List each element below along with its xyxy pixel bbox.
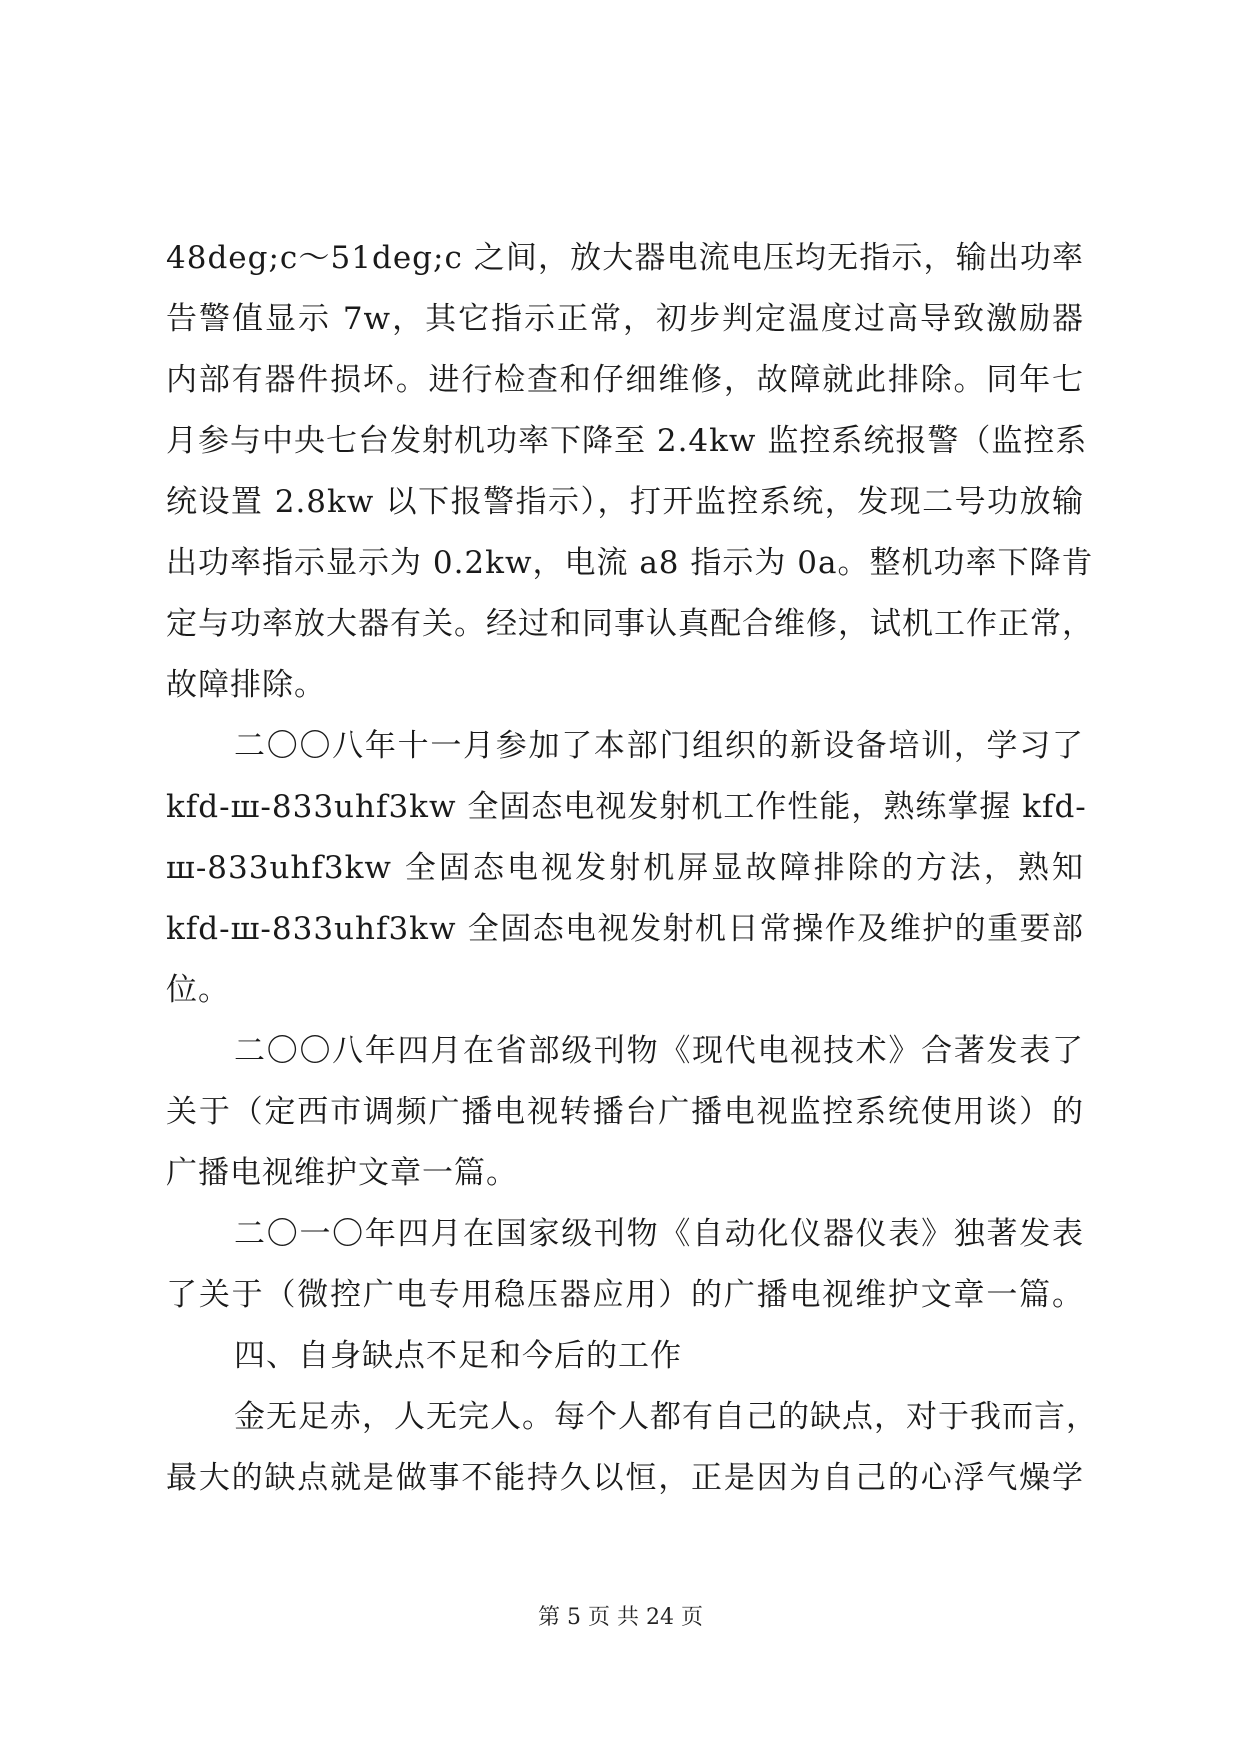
document-body — [166, 228, 1098, 1509]
text-line: 月参与中央七台发射机功率下降至 2.4kw 监控系统报警（监控系 — [166, 423, 1088, 459]
text-line: 二〇〇八年四月在省部级刊物《现代电视技术》合著发表了 — [234, 1033, 1084, 1069]
text-line: 统设置 2.8kw 以下报警指示），打开监控系统，发现二号功放输 — [166, 484, 1084, 520]
text-line: 了关于（微控广电专用稳压器应用）的广播电视维护文章一篇。 — [166, 1277, 1084, 1313]
text-line: 出功率指示显示为 0.2kw，电流 a8 指示为 0a。整机功率下降肯 — [166, 545, 1094, 581]
text-line: 故障排除。 — [166, 667, 326, 703]
text-line: 关于（定西市调频广播电视转播台广播电视监控系统使用谈）的 — [166, 1094, 1084, 1130]
text-line: 金无足赤，人无完人。每个人都有自己的缺点，对于我而言， — [234, 1399, 1098, 1435]
text-line: ш-833uhf3kw 全固态电视发射机屏显故障排除的方法，熟知 — [166, 850, 1084, 886]
text-line: kfd-ш-833uhf3kw 全固态电视发射机工作性能，熟练掌握 kfd- — [166, 789, 1087, 825]
text-line: kfd-ш-833uhf3kw 全固态电视发射机日常操作及维护的重要部 — [166, 911, 1084, 947]
text-line: 定与功率放大器有关。经过和同事认真配合维修，试机工作正常， — [166, 606, 1094, 642]
text-line: 最大的缺点就是做事不能持久以恒，正是因为自己的心浮气燥学 — [166, 1460, 1084, 1496]
text-line: 二〇一〇年四月在国家级刊物《自动化仪器仪表》独著发表 — [234, 1216, 1084, 1252]
text-line: 位。 — [166, 972, 230, 1008]
text-line: 广播电视维护文章一篇。 — [166, 1155, 518, 1191]
text-line: 四、自身缺点不足和今后的工作 — [234, 1338, 682, 1374]
text-line: 内部有器件损坏。进行检查和仔细维修，故障就此排除。同年七 — [166, 362, 1084, 398]
text-line: 48deg;c～51deg;c 之间，放大器电流电压均无指示，输出功率 — [166, 240, 1084, 276]
text-line: 告警值显示 7w，其它指示正常，初步判定温度过高导致激励器 — [166, 301, 1084, 337]
text-line: 二〇〇八年十一月参加了本部门组织的新设备培训，学习了 — [234, 728, 1084, 764]
page-footer: 第 5 页 共 24 页 — [538, 1605, 703, 1630]
